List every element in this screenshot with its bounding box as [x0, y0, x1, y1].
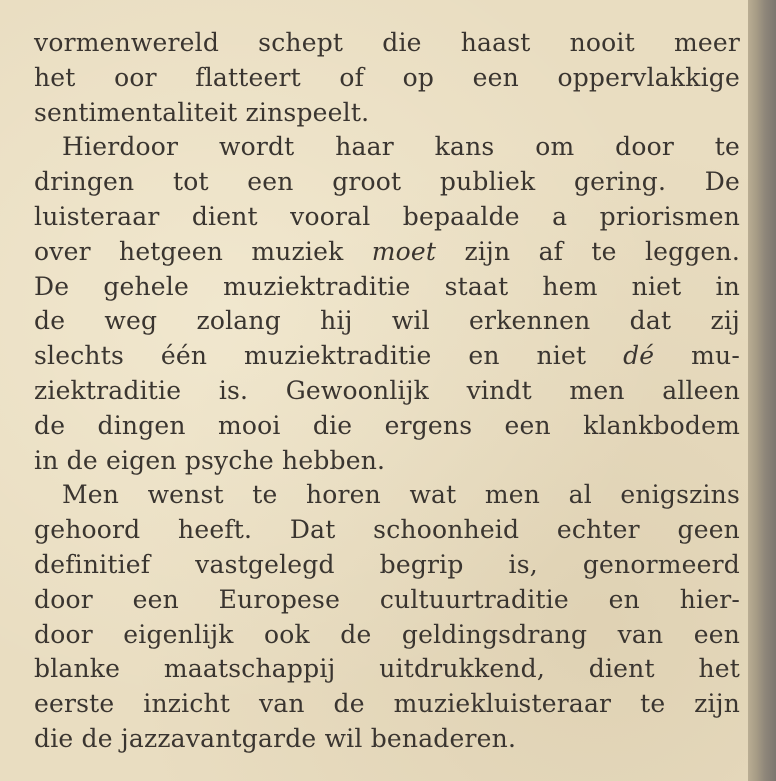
- text-line: het oor flatteert of op een oppervlakkige: [34, 62, 740, 92]
- text-line: slechts één muziektraditie en niet dé mu-: [34, 341, 740, 371]
- text-line: Hierdoor wordt haar kans om door te: [62, 132, 740, 162]
- text-line: blanke maatschappij uitdrukkend, dient het: [34, 654, 740, 684]
- scan-edge: [748, 0, 776, 781]
- text-line: vormenwereld schept die haast nooit meer: [34, 28, 740, 57]
- text-line: over hetgeen muziek moet zijn af te leggen.: [34, 236, 740, 266]
- text-line: luisteraar dient vooral bepaalde a priorismen: [34, 201, 740, 231]
- text-line: Men wenst te horen wat men al enigszins: [62, 480, 740, 510]
- text-line: ziektraditie is. Gewoonlijk vindt men alleen: [34, 375, 740, 405]
- text-line: sentimentaliteit zinspeelt.: [34, 97, 370, 127]
- text-line: gehoord heeft. Dat schoonheid echter geen: [34, 515, 740, 545]
- text-line: de weg zolang hij wil erkennen dat zij: [34, 306, 740, 336]
- text-line: definitief vastgelegd begrip is, genormeerd: [34, 549, 740, 579]
- paragraph-3: [34, 478, 740, 756]
- emphasis: moet: [371, 236, 437, 266]
- text-line: dringen tot een groot publiek gering. De: [34, 167, 740, 197]
- text-line: door eigenlijk ook de geldingsdrang van een: [34, 619, 740, 649]
- text-line: door een Europese cultuurtraditie en hier-: [34, 584, 740, 614]
- article-text: [34, 26, 740, 757]
- text-line: de dingen mooi die ergens een klankbodem: [34, 410, 740, 440]
- emphasis: dé: [623, 341, 655, 371]
- paragraph-1: [34, 26, 740, 130]
- text-line: in de eigen psyche hebben.: [34, 445, 386, 475]
- paragraph-2: [34, 130, 740, 478]
- text-line: eerste inzicht van de muziekluisteraar te zijn: [34, 689, 740, 719]
- text-line: De gehele muziektraditie staat hem niet in: [34, 271, 740, 301]
- text-line: die de jazzavantgarde wil benaderen.: [34, 723, 517, 753]
